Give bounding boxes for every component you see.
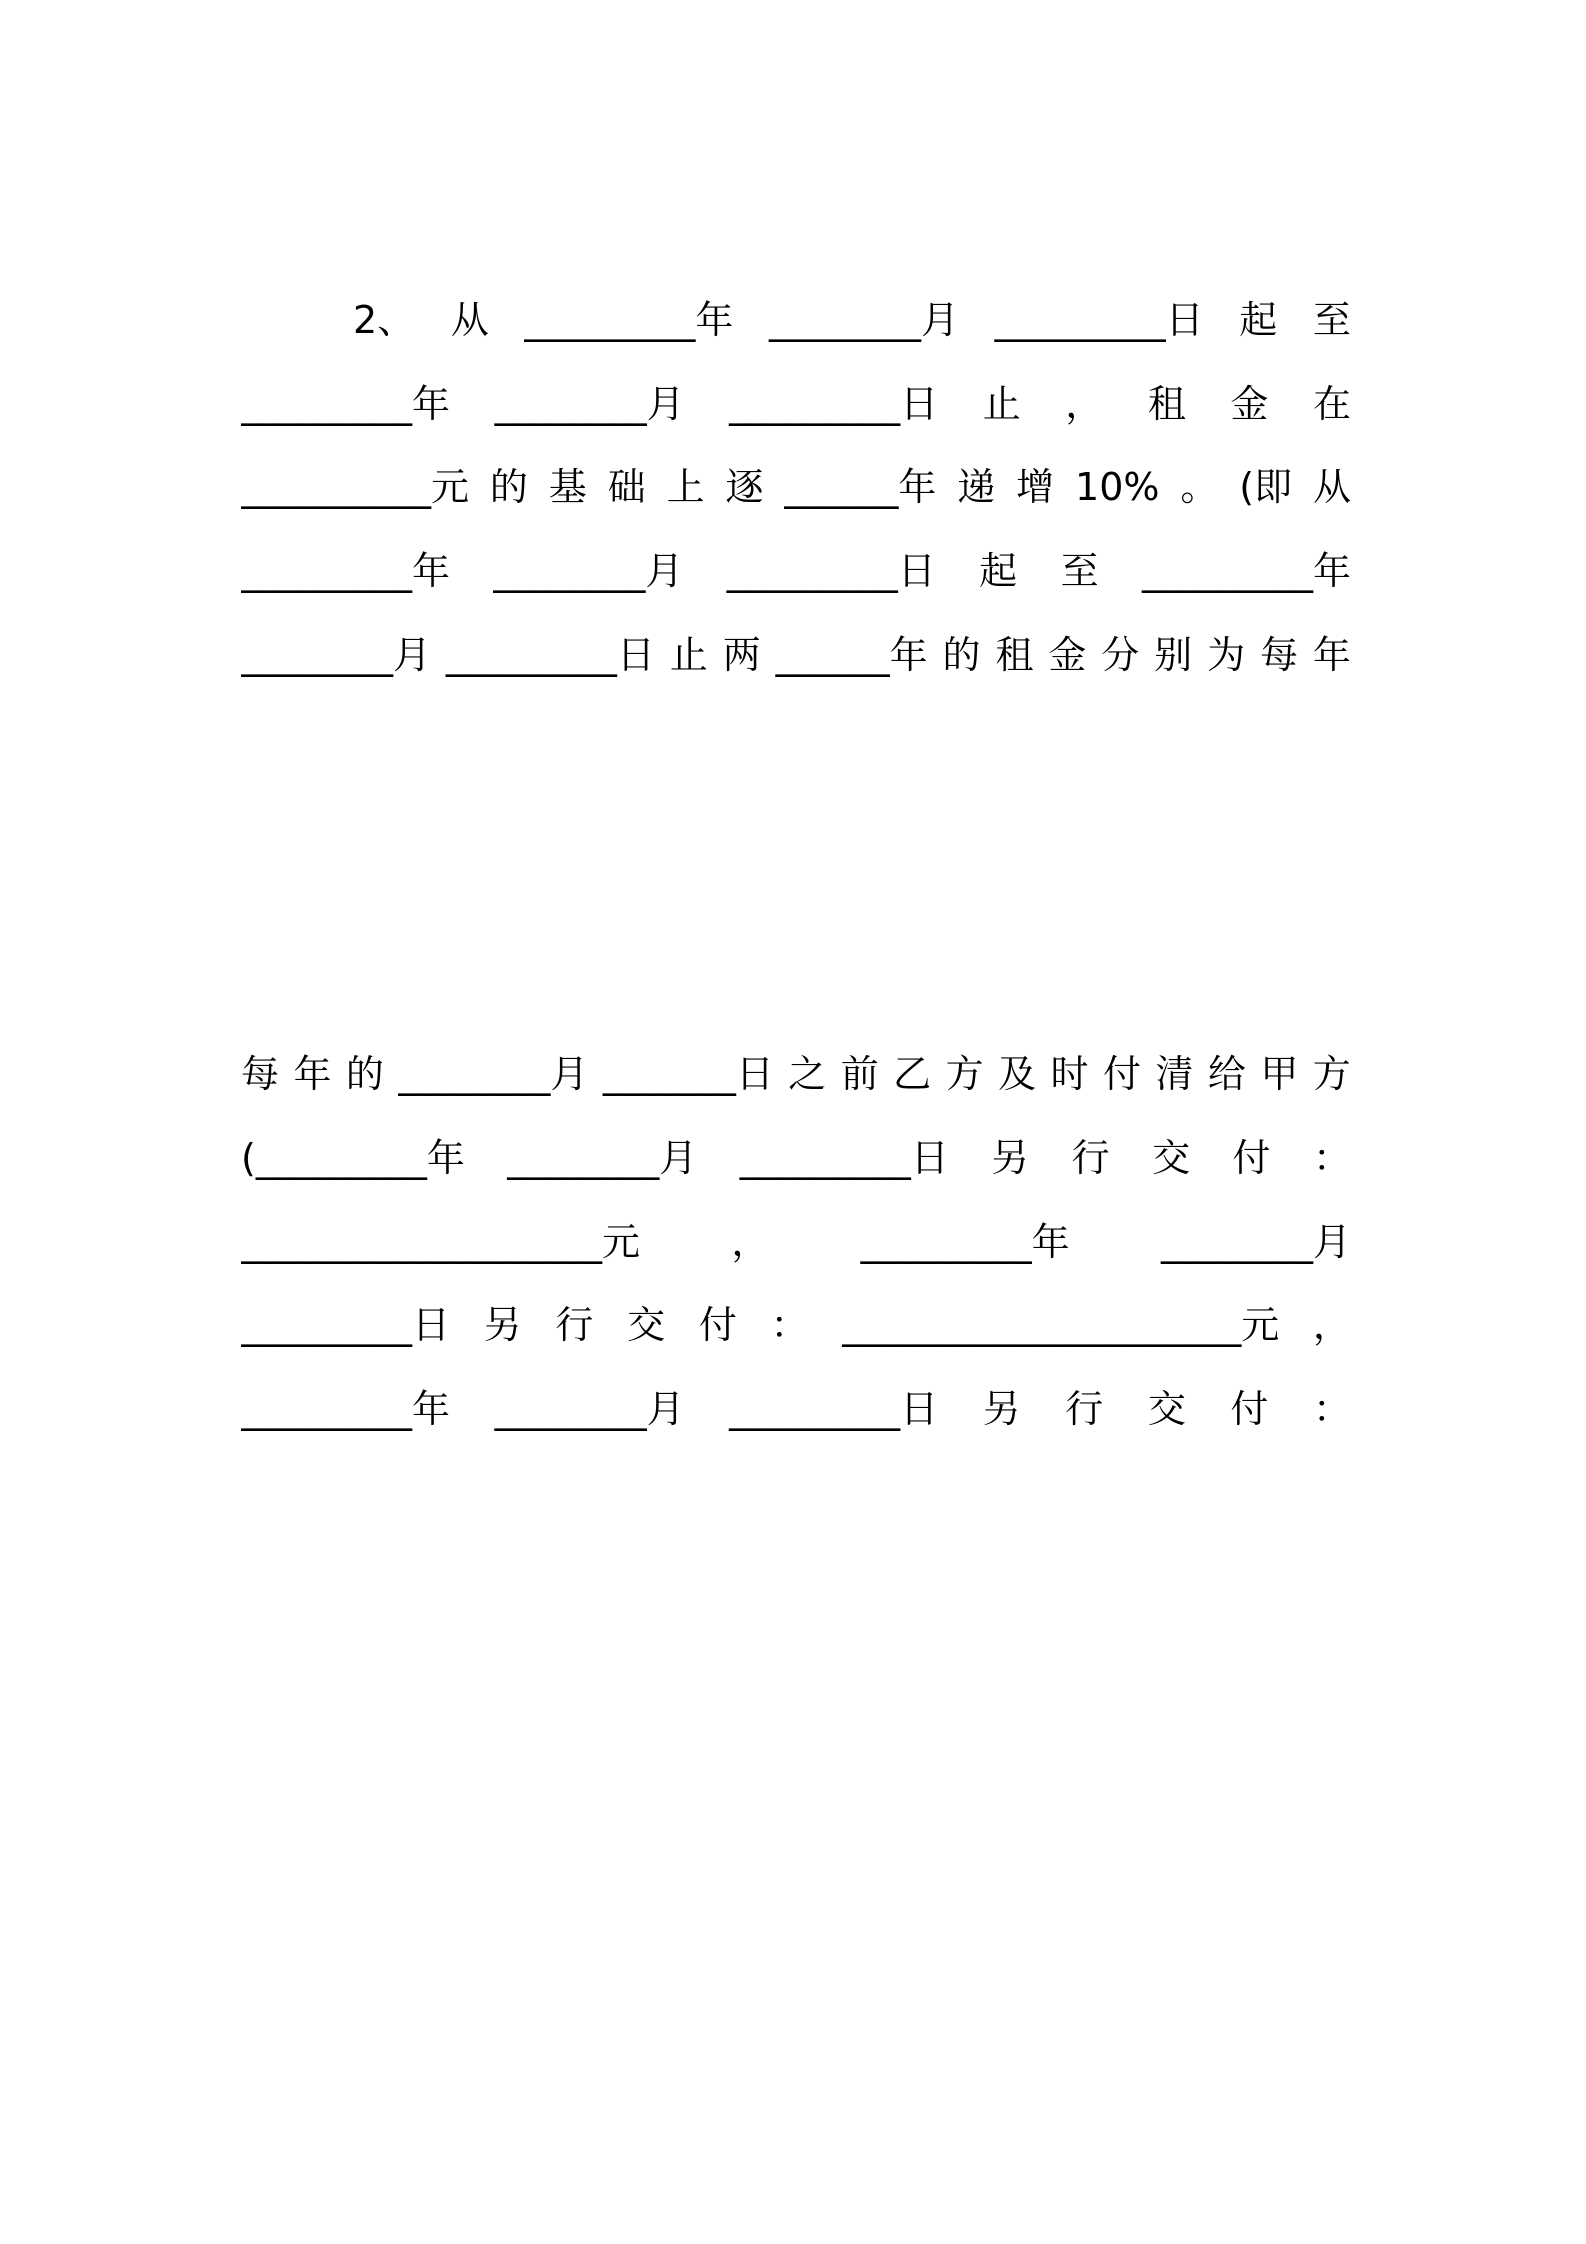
year-blank: ______年 <box>784 465 937 510</box>
text-line <box>241 1033 1351 1117</box>
month-blank: ________月 <box>494 381 685 426</box>
text-line <box>241 1536 1351 1620</box>
text-line <box>241 1284 1351 1368</box>
text-segment: 年 <box>1312 632 1351 677</box>
text-line <box>241 446 1351 530</box>
text-segment: 甲 <box>1260 1051 1299 1096</box>
text-segment: 从 <box>1312 465 1351 510</box>
text-segment: 年 <box>293 1051 332 1096</box>
text-segment: 的 <box>345 1051 384 1096</box>
text-segment: 交 <box>1152 1135 1191 1180</box>
text-segment: 时 <box>1050 1051 1089 1096</box>
text-segment: 在 <box>1312 381 1351 426</box>
text-segment: 方 <box>1312 1051 1351 1096</box>
text-segment: 增 <box>1016 465 1055 510</box>
text-segment: 起 <box>979 549 1018 594</box>
clause-4-line <box>241 1787 1351 1871</box>
text-segment: ， <box>1065 381 1104 426</box>
text-segment: 从 <box>450 297 489 342</box>
year-blank: (_________年 <box>241 1135 465 1180</box>
text-segment: 交 <box>1147 1387 1186 1432</box>
text-segment: 两 <box>722 632 761 677</box>
text-segment: 的 <box>942 632 981 677</box>
month-blank: ________月 <box>241 632 432 677</box>
text-segment: 止 <box>669 632 708 677</box>
amount-blank: _____________________元 <box>842 1303 1280 1348</box>
year-blank: _________年 <box>241 1387 451 1432</box>
text-line <box>241 1955 1351 2039</box>
text-segment: 基 <box>548 465 587 510</box>
clause-3-line <box>241 782 1351 866</box>
day-blank: _________日 <box>994 297 1204 342</box>
clause-2-line <box>241 279 1351 363</box>
text-segment: 金 <box>1230 381 1269 426</box>
text-segment: 付 <box>1102 1051 1141 1096</box>
text-line <box>241 614 1351 698</box>
text-line <box>241 865 1351 949</box>
month-blank: ________月 <box>507 1135 698 1180</box>
year-blank: _________年 <box>860 1219 1070 1264</box>
year-blank: _________年 <box>241 381 451 426</box>
text-line <box>241 195 1351 279</box>
year-blank: _________年 <box>1141 549 1351 594</box>
text-segment: 方 <box>945 1051 984 1096</box>
text-segment: ， <box>1312 1303 1351 1348</box>
text-segment: 每 <box>1259 632 1298 677</box>
text-segment: (即 <box>1239 465 1293 510</box>
year-blank: _________年 <box>241 549 451 594</box>
text-line <box>241 1368 1351 1452</box>
clause-number: 2、 <box>353 297 416 342</box>
text-segment: 行 <box>1071 1135 1110 1180</box>
day-blank: _________日 <box>739 1135 949 1180</box>
text-line <box>241 530 1351 614</box>
text-segment: 租 <box>1147 381 1186 426</box>
percent-value: 10% <box>1075 465 1160 510</box>
text-segment: 每 <box>241 1051 280 1096</box>
month-blank: ________月 <box>494 1387 685 1432</box>
text-line <box>241 949 1351 1033</box>
text-segment: 止 <box>982 381 1021 426</box>
text-segment: 。 <box>1180 465 1219 510</box>
text-segment: 递 <box>957 465 996 510</box>
text-line <box>241 363 1351 447</box>
contract-body <box>241 195 1351 2039</box>
text-segment: 逐 <box>725 465 764 510</box>
day-blank: _________日 <box>241 1303 451 1348</box>
text-segment: 另 <box>483 1303 522 1348</box>
text-line <box>241 1117 1351 1201</box>
text-segment: ： <box>1312 1135 1351 1180</box>
amount-blank: __________元 <box>241 465 470 510</box>
text-segment: 别 <box>1154 632 1193 677</box>
text-segment: 础 <box>607 465 646 510</box>
month-blank: ________月 <box>398 1051 589 1096</box>
text-segment: 至 <box>1060 549 1099 594</box>
text-segment: 清 <box>1155 1051 1194 1096</box>
text-segment: 金 <box>1048 632 1087 677</box>
day-blank: _________日 <box>445 632 655 677</box>
text-segment: 另 <box>982 1387 1021 1432</box>
day-blank: _______日 <box>602 1051 774 1096</box>
text-segment: 至 <box>1312 297 1351 342</box>
text-segment: 乙 <box>893 1051 932 1096</box>
text-segment: 上 <box>666 465 705 510</box>
day-blank: _________日 <box>729 1387 939 1432</box>
text-segment: 行 <box>555 1303 594 1348</box>
text-segment: 付 <box>1230 1387 1269 1432</box>
text-segment: 前 <box>840 1051 879 1096</box>
month-blank: ________月 <box>1160 1219 1351 1264</box>
text-segment: ： <box>770 1303 809 1348</box>
text-segment: 另 <box>991 1135 1030 1180</box>
text-segment: 分 <box>1101 632 1140 677</box>
text-segment: 租 <box>995 632 1034 677</box>
text-segment: 付 <box>1232 1135 1271 1180</box>
text-line <box>241 1452 1351 1536</box>
text-segment: 为 <box>1207 632 1246 677</box>
text-segment: 行 <box>1065 1387 1104 1432</box>
day-blank: _________日 <box>729 381 939 426</box>
day-blank: _________日 <box>726 549 936 594</box>
text-segment: 及 <box>998 1051 1037 1096</box>
text-segment: 的 <box>489 465 528 510</box>
month-blank: ________月 <box>769 297 960 342</box>
text-line <box>241 1620 1351 1704</box>
text-line <box>241 1201 1351 1285</box>
text-segment: 之 <box>788 1051 827 1096</box>
year-blank: _________年 <box>524 297 734 342</box>
text-segment: 起 <box>1239 297 1278 342</box>
text-segment: 付 <box>698 1303 737 1348</box>
text-segment: ， <box>731 1219 770 1264</box>
text-segment: 交 <box>627 1303 666 1348</box>
year-blank: ______年 <box>775 632 928 677</box>
month-blank: ________月 <box>493 549 684 594</box>
text-line <box>241 1871 1351 1955</box>
text-line <box>241 698 1351 782</box>
amount-blank: ___________________元 <box>241 1219 641 1264</box>
text-line <box>241 1703 1351 1787</box>
text-segment: ： <box>1312 1387 1351 1432</box>
text-segment: 给 <box>1207 1051 1246 1096</box>
